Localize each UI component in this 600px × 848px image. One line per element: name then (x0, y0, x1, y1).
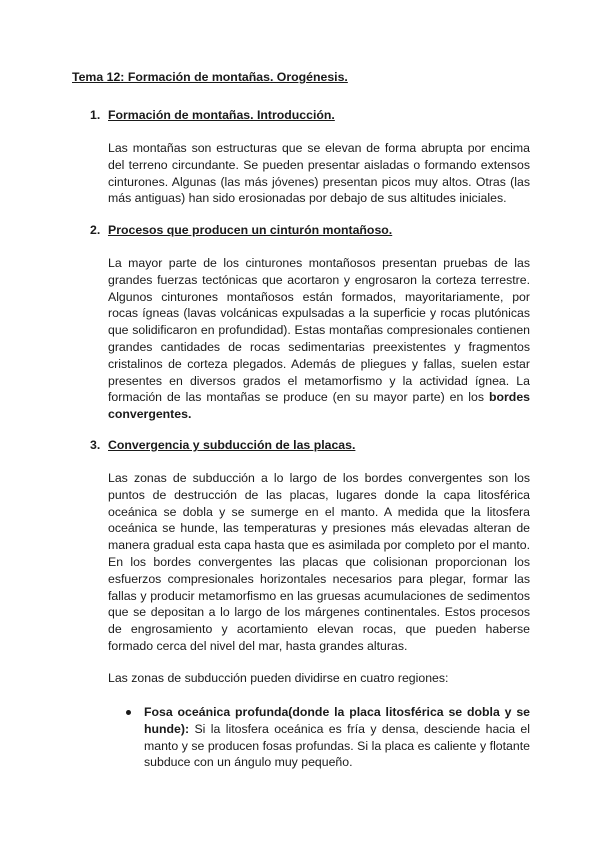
bullet-bold-text: Fosa oceánica profunda(donde la placa litosférica se dobla y se hunde): (144, 705, 530, 736)
regions-intro-block (72, 670, 530, 687)
bullet-item (108, 704, 530, 771)
section-paragraph: Las montañas son estructuras que se elevan de forma abrupta por encima del terreno circundante. Se pueden presentar aisladas o formando extensos cinturones. Algunas (las más jóvenes) presentan picos muy altos. Otras (las más antiguas) han sido erosionadas por debajo de sus altitudes iniciales. (108, 141, 530, 206)
section-paragraph: Las zonas de subducción a lo largo de los bordes convergentes son los puntos de destrucción de las placas, lugares donde la capa litosférica oceánica se dobla y se sumerge en el manto. A medida que la litosfera oceánica se hunde, las temperaturas y presiones más elevadas alteran de manera gradual esta capa hasta que es asimilada por completo por el manto. En los bordes convergentes las placas que colisionan proporcionan los esfuerzos compresionales horizontales necesarios para plegar, formar las fallas y producir metamorfismo en las gruesas acumulaciones de sedimentos que se depositan a lo largo de los márgenes continentales. Estos procesos de engrosamiento y acortamiento elevan rocas, que pueden haberse formado cerca del nivel del mar, hasta grandes alturas. (108, 471, 530, 653)
page-title: Tema 12: Formación de montañas. Orogénesis. (72, 70, 348, 84)
paragraph-text: La mayor parte de los cinturones montañosos presentan pruebas de las grandes fuerzas tectónicas que acortaron y engrosaron la corteza terrestre. Algunos cinturones montañosos están formados, mayoritariamente, por rocas ígneas (lavas volcánicas expulsadas a la superficie y rocas plutónicas que solidificaron en profundidad). Estas montañas compresionales contienen grandes cantidades de rocas sedimentarias preexistentes y fragmentos cristalinos de corteza plegados. Además de pliegues y fallas, suelen estar presentes en diversos grados el metamorfismo y la actividad ígnea. La formación de las montañas se produce (en su mayor parte) en los (108, 256, 530, 405)
section-heading (72, 107, 530, 123)
section-number: 3. (90, 438, 101, 452)
bullet-dot-icon (126, 710, 131, 715)
section-paragraph (108, 255, 530, 423)
section-2 (72, 222, 530, 423)
section-heading-text: Convergencia y subducción de las placas. (108, 438, 356, 452)
bullet-text: Si la litosfera oceánica es fría y densa, desciende hacia el manto y se producen fosas profundas. Si la placa es caliente y flotante subduce con un ángulo muy pequeño. (144, 721, 530, 770)
section-1 (72, 107, 530, 207)
section-heading-text: Formación de montañas. Introducción. (108, 108, 335, 122)
section-heading (72, 222, 530, 238)
paragraph-bold-text: bordes convergentes. (108, 390, 530, 422)
section-number: 1. (90, 108, 101, 122)
section-heading-text: Procesos que producen un cinturón montañoso. (108, 223, 393, 237)
section-3 (72, 437, 530, 655)
section-heading (72, 437, 530, 453)
section-number: 2. (90, 223, 101, 237)
bullet-body (144, 704, 530, 771)
regions-intro: Las zonas de subducción pueden dividirse en cuatro regiones: (108, 671, 449, 685)
